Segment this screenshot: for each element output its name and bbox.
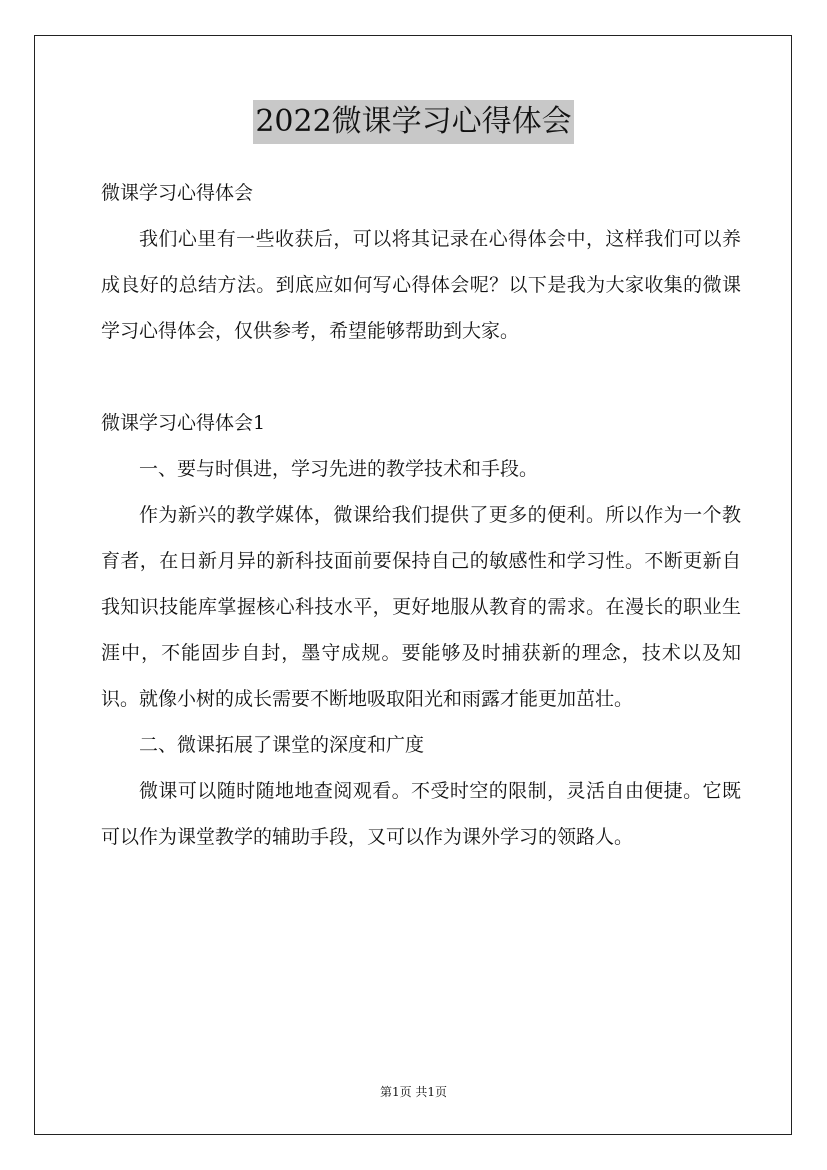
section-title: 微课学习心得体会1	[101, 412, 266, 434]
intro-paragraph: 我们心里有一些收获后，可以将其记录在心得体会中，这样我们可以养成良好的总结方法。到底应如何写心得体会呢？以下是我为大家收集的微课学习心得体会，仅供参考，希望能够帮助到大家。	[101, 228, 741, 342]
title-container	[0, 100, 827, 144]
section-point-2: 二、微课拓展了课堂的深度和广度	[139, 734, 425, 756]
paragraph-spacer	[101, 354, 741, 400]
section-point-1: 一、要与时俱进，学习先进的教学技术和手段。	[139, 458, 539, 480]
document-title: 2022微课学习心得体会	[253, 100, 573, 144]
page-footer: 第1页 共1页	[379, 1085, 448, 1099]
document-subtitle: 微课学习心得体会	[101, 182, 254, 204]
section-paragraph-2: 微课可以随时随地地查阅观看。不受时空的限制，灵活自由便捷。它既可以作为课堂教学的辅助手段，又可以作为课外学习的领路人。	[101, 780, 741, 848]
document-body	[101, 170, 741, 860]
section-paragraph-1: 作为新兴的教学媒体，微课给我们提供了更多的便利。所以作为一个教育者，在日新月异的新科技面前要保持自己的敏感性和学习性。不断更新自我知识技能库掌握核心科技水平，更好地服从教育的需求。在漫长的职业生涯中，不能固步自封，墨守成规。要能够及时捕获新的理念，技术以及知识。就像小树的成长需要不断地吸取阳光和雨露才能更加茁壮。	[101, 504, 741, 710]
